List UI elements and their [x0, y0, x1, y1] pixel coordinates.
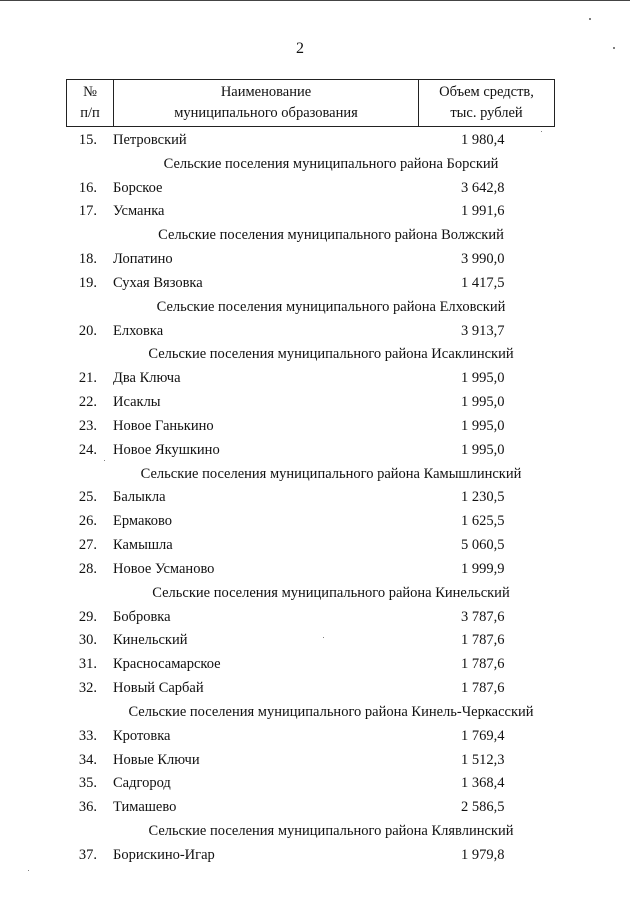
funding-amount: 1 368,4: [461, 775, 505, 792]
section-heading: Сельские поселения муниципального района Волжский: [158, 227, 504, 244]
row-number: 21.: [78, 370, 97, 387]
table-row: [66, 200, 555, 224]
row-number: 17.: [78, 203, 97, 220]
table-row: [66, 177, 555, 201]
municipality-name: Два Ключа: [113, 370, 181, 387]
funding-amount: 1 999,9: [461, 560, 505, 577]
municipality-name: Камышла: [113, 537, 173, 554]
row-number: 18.: [78, 251, 97, 268]
section-heading-row: [66, 582, 555, 606]
table-row: [66, 439, 555, 463]
row-number: 28.: [78, 560, 97, 577]
municipality-name: Усманка: [113, 203, 165, 220]
row-number: 16.: [78, 179, 97, 196]
header-name-line2: муниципального образования: [174, 105, 358, 122]
row-number: 33.: [78, 727, 97, 744]
header-amount-column: [419, 80, 554, 126]
table-row: [66, 796, 555, 820]
municipality-name: Красносамарское: [113, 656, 221, 673]
row-number: 25.: [78, 489, 97, 506]
funding-amount: 2 586,5: [461, 799, 505, 816]
municipality-name: Новое Усманово: [113, 560, 215, 577]
table-row: [66, 558, 555, 582]
funding-amount: 1 979,8: [461, 846, 505, 863]
funding-amount: 1 995,0: [461, 394, 505, 411]
row-number: 22.: [78, 394, 97, 411]
table-row: [66, 677, 555, 701]
header-amount-line1: Объем средств,: [439, 84, 534, 101]
funding-amount: 1 230,5: [461, 489, 505, 506]
funding-amount: 1 995,0: [461, 441, 505, 458]
funding-amount: 3 787,6: [461, 608, 505, 625]
header-number-column: [67, 80, 114, 126]
municipality-name: Новое Ганькино: [113, 417, 214, 434]
table-row: [66, 725, 555, 749]
municipality-name: Садгород: [113, 775, 171, 792]
row-number: 15.: [78, 132, 97, 148]
table-row: [66, 772, 555, 796]
scan-speck: [589, 18, 591, 20]
header-amount-line2: тыс. рублей: [450, 105, 523, 122]
funding-amount: 3 642,8: [461, 179, 505, 196]
section-heading: Сельские поселения муниципального района Кинельский: [152, 584, 510, 601]
section-heading: Сельские поселения муниципального района Исаклинский: [148, 346, 514, 363]
municipality-name: Новые Ключи: [113, 751, 200, 768]
municipality-name: Борское: [113, 179, 163, 196]
section-heading: Сельские поселения муниципального района Камышлинский: [140, 465, 522, 482]
section-heading: Сельские поселения муниципального района Елховский: [156, 298, 506, 315]
municipality-name: Новый Сарбай: [113, 680, 204, 697]
header-name-column: [114, 80, 419, 126]
funding-amount: 3 990,0: [461, 251, 505, 268]
table-row: [66, 510, 555, 534]
funding-amount: 1 787,6: [461, 680, 505, 697]
table-row: [66, 320, 555, 344]
table-row: [66, 248, 555, 272]
row-number: 35.: [78, 775, 97, 792]
table-row: [66, 391, 555, 415]
page-number: 2: [296, 40, 304, 57]
scan-speck: [613, 47, 615, 49]
header-number-line2: п/п: [80, 105, 100, 122]
scan-speck: [28, 870, 29, 871]
funding-amount: 3 913,7: [461, 322, 505, 339]
municipality-name: Кротовка: [113, 727, 171, 744]
table-row: [66, 272, 555, 296]
section-heading: Сельские поселения муниципального района Кинель-Черкасский: [128, 703, 534, 720]
scan-speck: [323, 637, 324, 638]
municipality-name: Петровский: [113, 132, 187, 148]
row-number: 29.: [78, 608, 97, 625]
funding-amount: 1 787,6: [461, 632, 505, 649]
section-heading: Сельские поселения муниципального района Клявлинский: [148, 823, 514, 840]
table-row: [66, 606, 555, 630]
funding-amount: 1 980,4: [461, 132, 505, 148]
funding-amount: 1 991,6: [461, 203, 505, 220]
row-number: 27.: [78, 537, 97, 554]
section-heading-row: [66, 820, 555, 844]
funding-amount: 5 060,5: [461, 537, 505, 554]
row-number: 26.: [78, 513, 97, 530]
scan-speck: [104, 460, 105, 461]
municipality-name: Борискино-Игар: [113, 846, 215, 863]
section-heading-row: [66, 463, 555, 487]
table-row: [66, 415, 555, 439]
table-row: [66, 844, 555, 868]
row-number: 20.: [78, 322, 97, 339]
municipality-name: Бобровка: [113, 608, 171, 625]
funding-amount: 1 995,0: [461, 417, 505, 434]
table-row: [66, 129, 555, 153]
table-row: [66, 629, 555, 653]
row-number: 24.: [78, 441, 97, 458]
row-number: 34.: [78, 751, 97, 768]
header-number-line1: №: [83, 84, 97, 101]
table-row: [66, 367, 555, 391]
row-number: 19.: [78, 274, 97, 291]
row-number: 32.: [78, 680, 97, 697]
section-heading-row: [66, 701, 555, 725]
row-number: 37.: [78, 846, 97, 863]
municipality-name: Кинельский: [113, 632, 188, 649]
row-number: 36.: [78, 799, 97, 816]
municipality-name: Сухая Вязовка: [113, 274, 203, 291]
header-name-line1: Наименование: [220, 84, 312, 101]
municipality-name: Балыкла: [113, 489, 166, 506]
page-top-edge-line: [0, 0, 630, 1]
funding-amount: 1 787,6: [461, 656, 505, 673]
table-row: [66, 749, 555, 773]
funding-amount: 1 417,5: [461, 274, 505, 291]
section-heading-row: [66, 153, 555, 177]
row-number: 23.: [78, 417, 97, 434]
funding-amount: 1 625,5: [461, 513, 505, 530]
row-number: 31.: [78, 656, 97, 673]
municipality-name: Ермаково: [113, 513, 172, 530]
municipality-name: Елховка: [113, 322, 164, 339]
funding-amount: 1 769,4: [461, 727, 505, 744]
section-heading-row: [66, 343, 555, 367]
section-heading-row: [66, 224, 555, 248]
municipality-name: Исаклы: [113, 394, 161, 411]
row-number: 30.: [78, 632, 97, 649]
table-row: [66, 534, 555, 558]
funding-amount: 1 512,3: [461, 751, 505, 768]
scan-speck: [541, 131, 542, 132]
table-body: [66, 129, 555, 868]
municipality-name: Новое Якушкино: [113, 441, 220, 458]
municipality-name: Тимашево: [113, 799, 177, 816]
table-row: [66, 653, 555, 677]
section-heading-row: [66, 296, 555, 320]
municipality-name: Лопатино: [113, 251, 173, 268]
table-header: [66, 79, 555, 127]
funding-amount: 1 995,0: [461, 370, 505, 387]
table-row: [66, 486, 555, 510]
section-heading: Сельские поселения муниципального района Борский: [163, 155, 499, 172]
